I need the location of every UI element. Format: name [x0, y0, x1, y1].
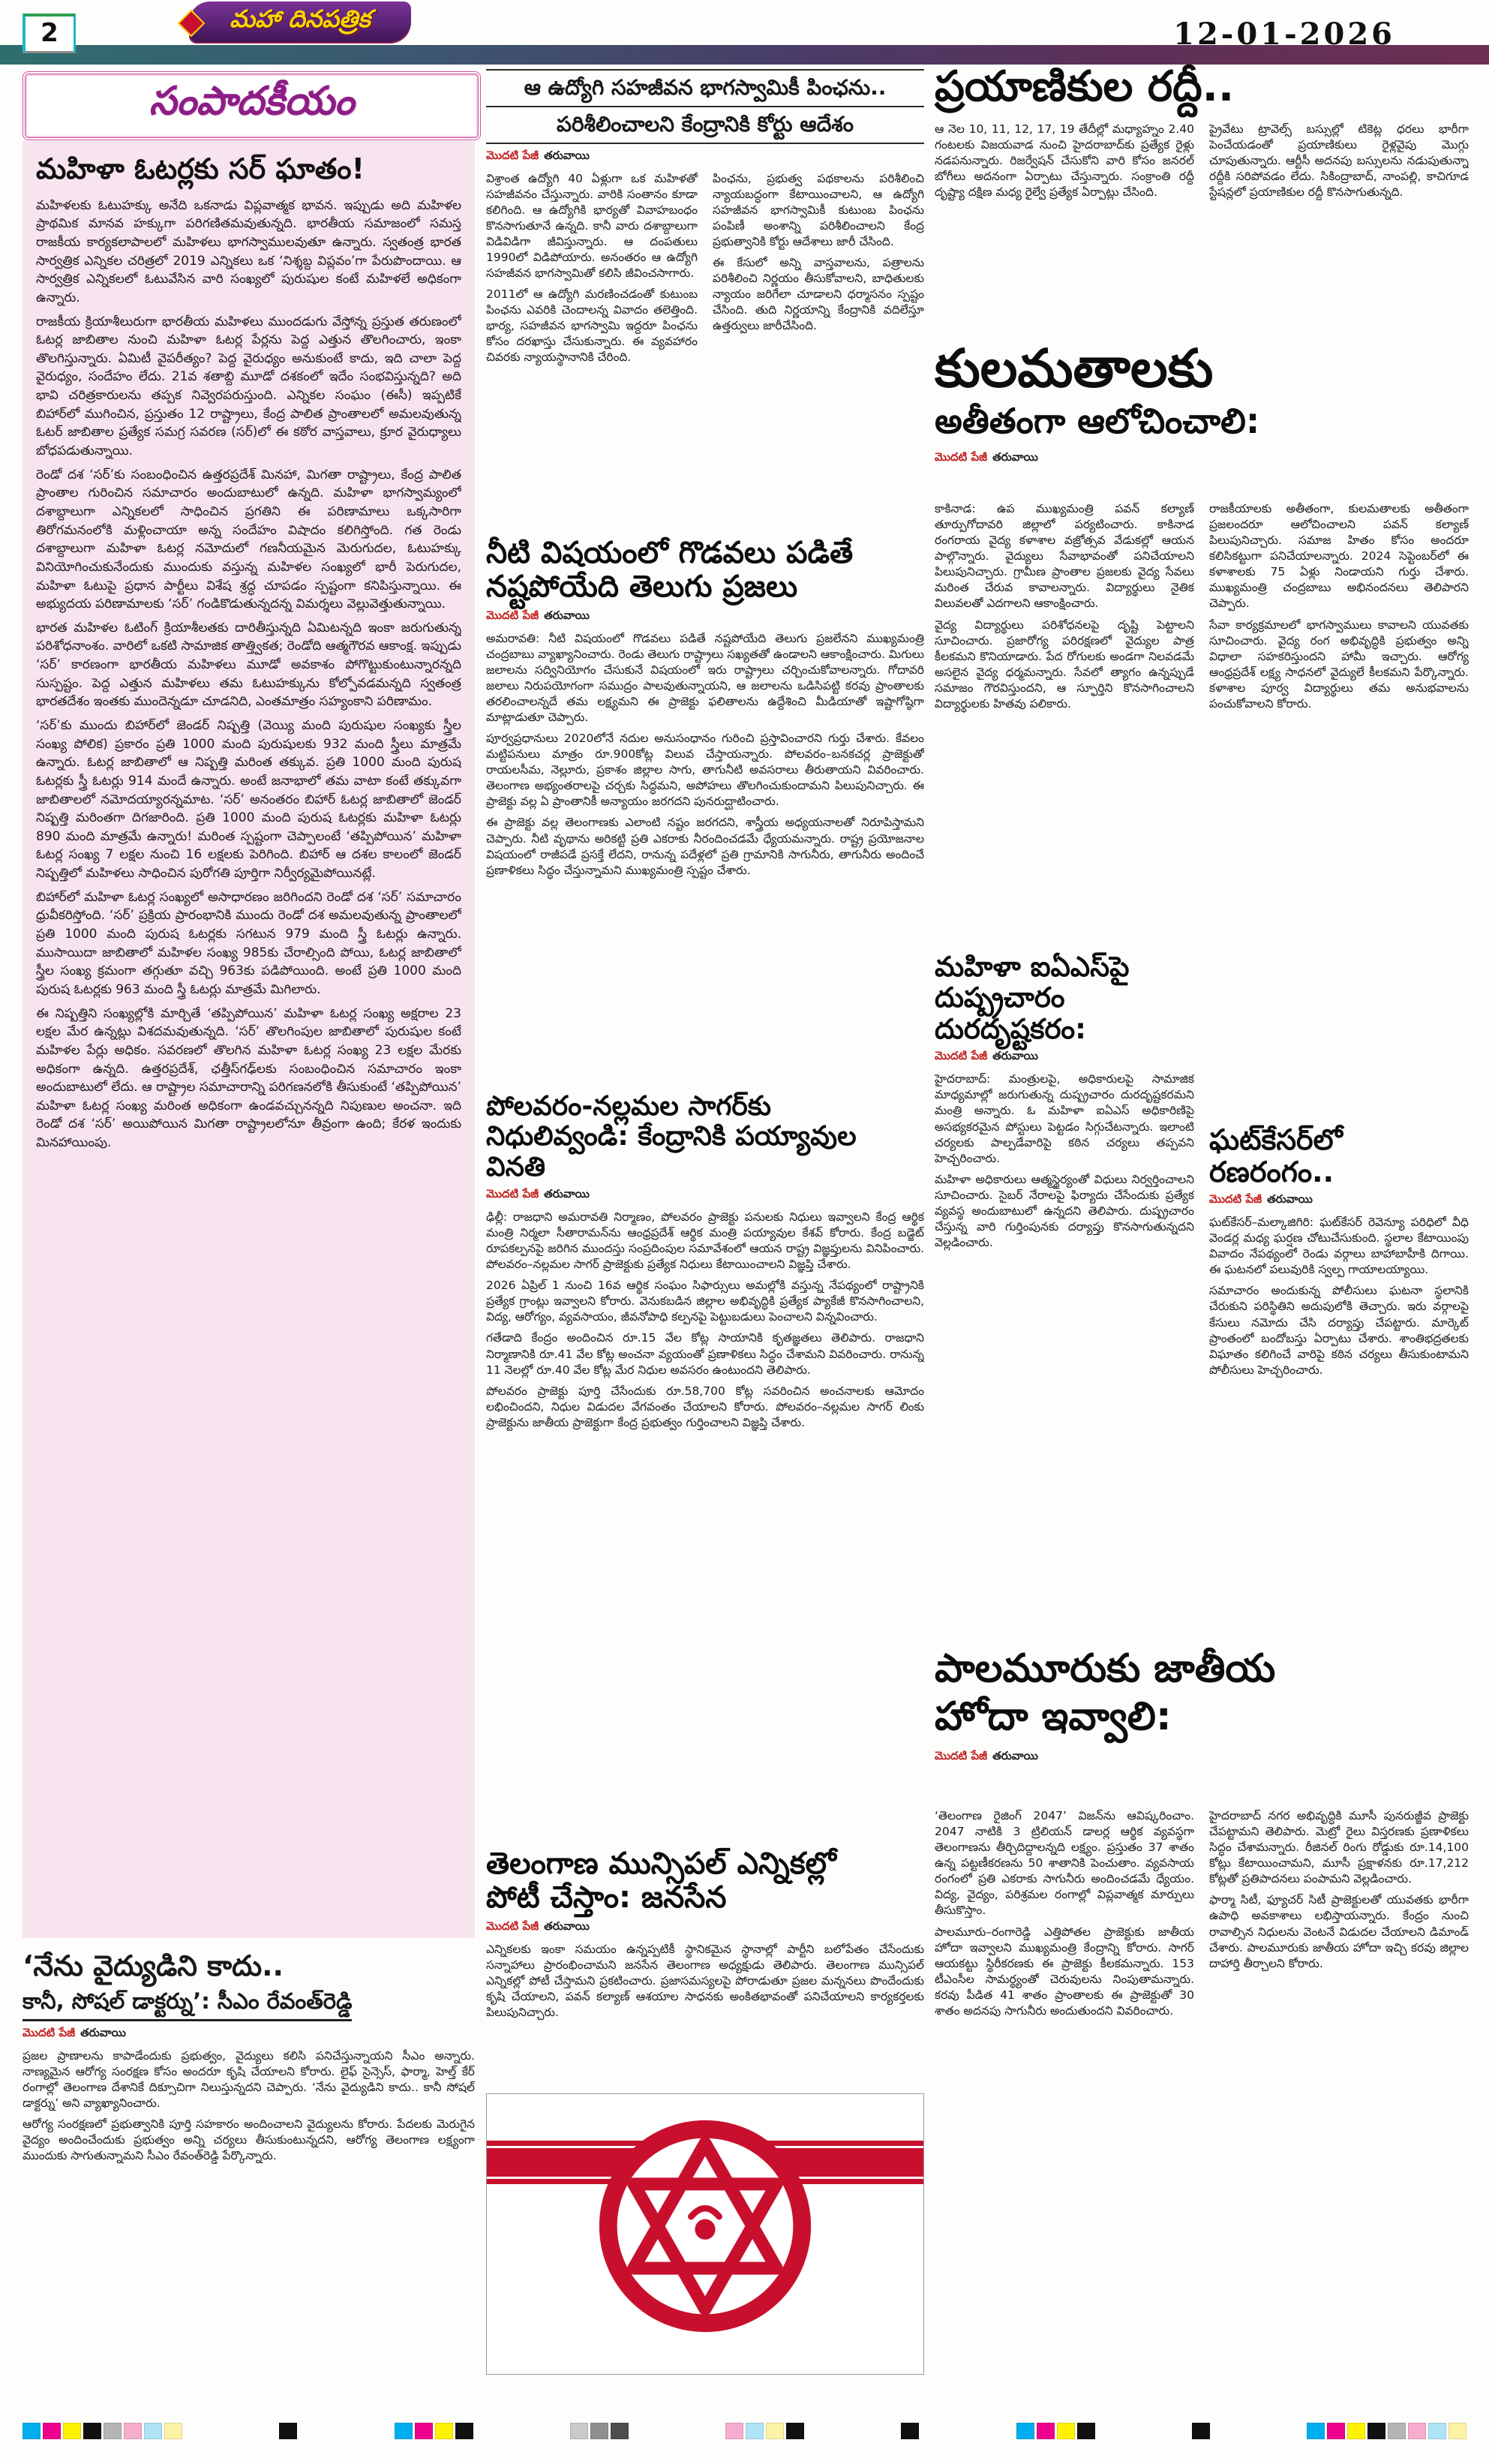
byline-source: మొదటి పేజీ [486, 1919, 539, 1933]
color-swatch [1057, 2423, 1075, 2439]
color-swatch [611, 2423, 629, 2439]
cm-headline-line2: కానీ, సోషల్ డాక్టర్ను’: సీఎం రేవంత్‌రెడ్డి [23, 1988, 352, 2021]
paragraph: వైద్య విద్యార్థులు పరిశోధనలపై దృష్టి పెట్టాలని సూచించారు. ప్రజారోగ్య పరిరక్షణలో వైద్యుల పాత్ర కీలకమని కొనియాడారు. పేద రోగులకు అండగా నిలవడమే అసలైన వైద్య ధర్మమన్నారు. సేవలో త్యాగం ఉన్నప్పుడే సమాజం గౌరవిస్తుందని, ఆ స్ఫూర్తిని కొనసాగించాలని విద్యార్థులకు హితవు పలికారు. [935, 618, 1194, 711]
pension-article [486, 69, 924, 509]
color-swatch [1388, 2423, 1406, 2439]
byline [486, 149, 924, 165]
funds-body [486, 1209, 924, 1832]
ias-article [935, 951, 1194, 1612]
paragraph: ఘట్‌కేసర్–మల్కాజిగిరి: ఘట్‌కేసర్ రెవెన్యూ పరిధిలో వీధి వెండర్ల మధ్య ఘర్షణ చోటుచేసుకుంది. స్థలాల కేటాయింపు వివాదం నేపథ్యంలో రెండు వర్గాలు బాహాబాహీకి దిగాయి. ఈ ఘటనలో పలువురికి స్వల్ప గాయాలయ్యాయి. [1209, 1215, 1469, 1277]
palamuru-body-col2 [1209, 1808, 1469, 2378]
janasena-headline-line2: పోటీ చేస్తాం: జనసేన [486, 1880, 727, 1915]
byline-continued: తరువాయి [544, 1919, 590, 1933]
caste-body-col2 [1209, 501, 1469, 1113]
paragraph: ప్రజల ప్రాణాలను కాపాడేందుకు ప్రభుత్వం, వైద్యులు కలిసి పనిచేస్తున్నాయని సీఎం అన్నారు. నాణ్యమైన ఆరోగ్య సంరక్షణ కోసం అందరూ కృషి చేయాలని కోరారు. లైఫ్ సైన్సెస్, ఫార్మా, హెల్త్ కేర్ రంగాల్లో తెలంగాణ దేశానికే దిక్సూచిగా నిలుస్తున్నదని చెప్పారు. ‘నేను వైద్యుడిని కాదు.. కానీ సోషల్ డాక్టర్ను’ అని వ్యాఖ్యానించారు. [23, 2048, 475, 2110]
byline [1209, 1192, 1469, 1209]
color-swatch [1367, 2423, 1385, 2439]
paragraph: ఈ ప్రాజెక్టు వల్ల తెలంగాణకు ఎలాంటి నష్టం జరగదని, శాస్త్రీయ అధ్యయనాలతో నిరూపిస్తామని చెప్పారు. నీటి వృథాను అరికట్టి ప్రతి ఎకరాకు నీరందించడమే ధ్యేయమన్నారు. రాష్ట్ర ప్రయోజనాల విషయంలో రాజీపడే ప్రసక్తే లేదని, రానున్న పదేళ్లలో ప్రతి గ్రామానికి సాగునీరు, తాగునీరు అందించే ప్రణాళికలు సిద్ధం చేస్తున్నామని ముఖ్యమంత్రి స్పష్టం చేశారు. [486, 816, 924, 877]
registration-mark-group [395, 2423, 473, 2439]
editorial-headline: మహిళా ఓటర్లకు సర్ ఘాతం! [36, 152, 365, 185]
color-swatch [766, 2423, 784, 2439]
registration-mark-group [570, 2423, 629, 2439]
color-swatch [901, 2423, 919, 2439]
ghatkesar-body [1209, 1215, 1469, 1635]
byline-source: మొదటి పేజీ [1209, 1192, 1262, 1206]
byline-source: మొదటి పేజీ [486, 608, 539, 622]
color-swatch [435, 2423, 453, 2439]
color-swatch [395, 2423, 413, 2439]
color-swatch [1448, 2423, 1466, 2439]
color-swatch [1077, 2423, 1095, 2439]
pension-body-col2 [713, 171, 924, 509]
ias-headline-line2: దుష్ప్రచారం దురదృష్టకరం: [935, 981, 1086, 1045]
janasena-article [486, 1847, 924, 2054]
paragraph: ఆరోగ్య సంరక్షణలో ప్రభుత్వానికి పూర్తి సహకారం అందించాలని వైద్యులను కోరారు. పేదలకు మెరుగైన వైద్యం అందించేందుకు ప్రభుత్వం అన్ని చర్యలు తీసుకుంటున్నదని, ఆరోగ్య తెలంగాణ లక్ష్యంగా ముందుకు సాగుతున్నామని సీఎం రేవంత్‌రెడ్డి పేర్కొన్నారు. [23, 2117, 475, 2163]
janasena-body [486, 1942, 924, 2054]
color-swatch [104, 2423, 122, 2439]
color-swatch [1192, 2423, 1210, 2439]
byline-continued: తరువాయి [544, 608, 590, 622]
registration-mark-group [23, 2423, 182, 2439]
paragraph: పాలమూరు–రంగారెడ్డి ఎత్తిపోతల ప్రాజెక్టుకు జాతీయ హోదా ఇవ్వాలని ముఖ్యమంత్రి కేంద్రాన్ని కోరారు. సాగర్ ఆయకట్టు స్థిరీకరణకు ఈ ప్రాజెక్టు కీలకమన్నారు. 153 టీఎంసీల సామర్థ్యంతో చెరువులను నింపుతామన్నారు. కరవు పీడిత 41 శాతం ప్రాంతాలకు ఈ ప్రాజెక్టుతో 30 శాతం అదనపు సాగునీరు అందుతుందని వివరించారు. [935, 1925, 1194, 2018]
paragraph: రాజకీయాలకు అతీతంగా, కులమతాలకు అతీతంగా ప్రజలందరూ ఆలోచించాలని పవన్ కల్యాణ్ పిలుపునిచ్చారు. సమాజ హితం కోసం అందరూ కలిసికట్టుగా పనిచేయాలన్నారు. 2024 సెప్టెంబర్‌లో ఈ కళాశాలకు 75 ఏళ్లు నిండాయని గుర్తు చేశారు. ముఖ్యమంత్రి చంద్రబాబు అభినందనలు తెలిపారని చెప్పారు. [1209, 502, 1469, 611]
byline [23, 2026, 475, 2042]
paragraph: బిహార్‌లో మహిళా ఓటర్ల సంఖ్యలో అసాధారణం జరిగిందని రెండో దశ ‘సర్’ సమాచారం ధ్రువీకరిస్తోంది. ‘సర్’ ప్రక్రియ ప్రారంభానికి ముందు రెండో దశ అమలవుతున్న ప్రాంతాలలో ప్రతి 1000 మంది పురుష ఓటర్లకు సగటున 979 మంది స్త్రీ ఓటర్లు ఉన్నారు. ముసాయిదా జాబితాలో మహిళల సంఖ్య 985కు చేరాల్సింది పోయి, ఓటర్ల జాబితాలో స్త్రీల సంఖ్య క్రమంగా తగ్గుతూ వచ్చి 963కు పడిపోయింది. అంటే ప్రతి 1000 మంది పురుష ఓటర్లకు 963 మంది స్త్రీ ఓటర్లు మాత్రమే మిగిలారు. [36, 889, 461, 997]
byline [486, 1919, 924, 1936]
water-headline-line1: నీటి విషయంలో గొడవలు పడితే [486, 536, 854, 570]
paragraph: ఈ నిష్పత్తిని సంఖ్యల్లోకి మార్చితే ‘తప్పిపోయిన’ మహిళా ఓటర్ల సంఖ్య అక్షరాల 23 లక్షల మేర ఉన్నట్లు విశదమవుతున్నది. ‘సర్’ తొలగింపుల జాబితాలో పురుషుల కంటే మహిళల పేర్లు అధికం. సవరణలో తొలగిన మహిళా ఓటర్ల సంఖ్య 23 లక్షల మేరకు అధికంగా ఉన్నది. ఉత్తరప్రదేశ్, ఛత్తీస్‌గఢ్‌లకు సంబంధించిన సమాచారం ఇంకా అందుబాటులో లేదు. ఆ రాష్ట్రాల సమాచారాన్ని పరిగణనలోకి తీసుకుంటే ‘తప్పిపోయిన’ మహిళా ఓటర్ల సంఖ్య మరింత అధికంగా ఉండవచ్చునన్నది నిపుణుల అంచనా. ఇది రెండో దశ ‘సర్’ అయిపోయిన మిగతా రాష్ట్రాలలోనూ తీవ్రంగా ఉంది; కేరళ ఇందుకు మినహాయింపు. [36, 1005, 461, 1151]
byline-source: మొదటి పేజీ [23, 2025, 76, 2039]
color-swatch [590, 2423, 608, 2439]
byline-source: మొదటి పేజీ [486, 1186, 539, 1200]
editorial-section-title: సంపాదకీయం [149, 78, 355, 124]
paragraph: పూర్వప్రధానులు 2020లోనే నదుల అనుసంధానం గురించి ప్రస్తావించారని గుర్తు చేశారు. కేవలం మట్టిపనులు మాత్రం రూ.900కోట్ల విలువ చేస్తాయన్నారు. పోలవరం–బనకచర్ల ప్రాజెక్టుతో రాయలసీమ, నెల్లూరు, ప్రకాశం జిల్లాల సాగు, తాగునీటి అవసరాలు తీరుతాయని వివరించారు. తెలంగాణ అభ్యంతరాలపై చర్చకు సిద్ధమని, అపోహలు తొలగించుకుందామని పిలుపునిచ్చారు. ఈ ప్రాజెక్టు వల్ల ఏ ప్రాంతానికీ అన్యాయం జరగదని పునరుద్ఘాటించారు. [486, 732, 924, 809]
cm-article [23, 1951, 475, 2341]
masthead-logo [189, 2, 411, 42]
color-swatch [786, 2423, 804, 2439]
cm-body [23, 2048, 475, 2341]
byline-source: మొదటి పేజీ [486, 148, 539, 162]
paragraph: హైదరాబాద్: మంత్రులపై, అధికారులపై సామాజిక మాధ్యమాల్లో జరుగుతున్న దుష్ప్రచారం దురదృష్టకరమని మంత్రి అన్నారు. ఓ మహిళా ఐఏఎస్ అధికారిణిపై అసభ్యకరమైన పోస్టులు పెట్టడం సిగ్గుచేటన్నారు. ఇలాంటి చర్యలకు పాల్పడేవారిపై కఠిన చర్యలు తప్పవని హెచ్చరించారు. [935, 1072, 1194, 1165]
byline-source: మొదటి పేజీ [935, 449, 988, 464]
pension-headline-line1: ఆ ఉద్యోగి సహజీవన భాగస్వామికీ పింఛను.. [486, 69, 924, 107]
byline [935, 1049, 1194, 1065]
paragraph: పింఛను, ప్రభుత్వ పథకాలను పరిశీలించి న్యాయబద్ధంగా కేటాయించాలని, ఆ ఉద్యోగి సహజీవన భాగస్వామికీ కుటుంబ పింఛను పంపిణీ అంశాన్ని పరిశీలించాలని కేంద్ర ప్రభుత్వానికి కోర్టు ఆదేశాలు జారీ చేసింది. [713, 171, 924, 248]
caste-article-header [935, 339, 1469, 473]
water-body [486, 631, 924, 1051]
paragraph: ప్రైవేటు ట్రావెల్స్ బస్సుల్లో టికెట్ల ధరలు భారీగా పెంచేయడంతో ప్రయాణికులు రైళ్లవైపు మొగ్గు చూపుతున్నారు. ఆర్టీసీ అదనపు బస్సులను నడుపుతున్నా రద్దీకి సరిపోవడం లేదు. సికింద్రాబాద్, నాంపల్లి, కాచిగూడ స్టేషన్లలో ప్రయాణికుల రద్దీ కొనసాగుతున్నది. [1209, 122, 1469, 200]
color-swatch [415, 2423, 433, 2439]
byline [486, 608, 924, 625]
rush-body-col1 [935, 122, 1194, 309]
color-swatch [1428, 2423, 1446, 2439]
janasena-headline-line1: తెలంగాణ మున్సిపల్ ఎన్నికల్లో [486, 1846, 836, 1881]
color-swatch [1408, 2423, 1426, 2439]
byline-source: మొదటి పేజీ [935, 1049, 988, 1063]
ias-body [935, 1071, 1194, 1612]
paragraph: సేవా కార్యక్రమాలలో భాగస్వాములు కావాలని యువతకు సూచించారు. వైద్య రంగ అభివృద్ధికి ప్రభుత్వం అన్ని విధాలా సహకరిస్తుందని హామీ ఇచ్చారు. ఆరోగ్య ఆంధ్రప్రదేశ్ లక్ష్య సాధనలో వైద్యులే కీలకమని పేర్కొన్నారు. కళాశాల పూర్వ విద్యార్థులు తమ అనుభవాలను పంచుకోవాలని కోరారు. [1209, 618, 1469, 711]
paragraph: ఫార్మా సిటీ, ఫ్యూచర్ సిటీ ప్రాజెక్టులతో యువతకు భారీగా ఉపాధి అవకాశాలు లభిస్తాయన్నారు. కేంద్రం నుంచి రావాల్సిన నిధులను వెంటనే విడుదల చేయాలని డిమాండ్ చేశారు. పాలమూరుకు జాతీయ హోదా ఇచ్చి కరవు జిల్లాల దాహార్తి తీర్చాలని కోరారు. [1209, 1893, 1469, 1970]
byline [935, 1749, 1469, 1765]
registration-marks [23, 2422, 1466, 2440]
palamuru-body-col1 [935, 1808, 1194, 2378]
color-swatch [1037, 2423, 1055, 2439]
paragraph: భారత మహిళల ఓటింగ్ క్రియాశీలతకు దారితీస్తున్నది ఏమిటన్నది ఇంకా జరుగుతున్న పరిశోధనాంశం. వారిలో ఒకటి సామాజిక తాత్త్వికత; రెండోది ఆత్మగౌరవ ఆకాంక్ష. ఇప్పుడు ‘సర్’ కారణంగా భారతీయ మహిళలు మూడో అవకాశం పోగొట్టుకుంటున్నారన్నది సుస్పష్టం. పెద్ద ఎత్తున మహిళలు తమ ఓటుహక్కును కోల్పోవడమన్నది స్వతంత్ర భారతదేశం ఇంతకు ముందెన్నడూ చూడనిది, ఎంతమాత్రం సహ్యంకాని పరిణామం. [36, 620, 461, 710]
ias-headline-line1: మహిళా ఐఏఎస్‌పై [935, 951, 1130, 983]
byline-continued: తరువాయి [544, 1186, 590, 1200]
ghatkesar-article [1209, 1124, 1469, 1635]
paragraph: 2026 ఏప్రిల్ 1 నుంచి 16వ ఆర్థిక సంఘం సిఫార్సులు అమల్లోకి వస్తున్న నేపథ్యంలో రాష్ట్రానికి ప్రత్యేక గ్రాంట్లు ఇవ్వాలని కోరారు. వెనుకబడిన జిల్లాల అభివృద్ధికి ప్రత్యేక ప్యాకేజీ కొనసాగించాలని, విద్య, ఆరోగ్యం, వ్యవసాయం, జీవనోపాధి కల్పనపై పెట్టుబడులు పెంచాలని విన్నవించారు. [486, 1279, 924, 1324]
paragraph: పోలవరం ప్రాజెక్టు పూర్తి చేసేందుకు రూ.58,700 కోట్ల సవరించిన అంచనాలకు ఆమోదం లభించిందని, నిధుల విడుదల వేగవంతం చేయాలని కోరారు. పోలవరం–నల్లమల సాగర్ లింకు ప్రాజెక్టును జాతీయ ప్రాజెక్టుగా కేంద్ర ప్రభుత్వం గుర్తించాలని విజ్ఞప్తి చేశారు. [486, 1384, 924, 1429]
paragraph: రెండో దశ ‘సర్’కు సంబంధించిన ఉత్తరప్రదేశ్ మినహా, మిగతా రాష్ట్రాలు, కేంద్ర పాలిత ప్రాంతాల గురించిన సమాచారం అందుబాటులో ఉన్నది. మహిళా భాగస్వామ్యంలో దశాబ్దాలుగా ఎన్నికలలో సాధించిన ప్రగతిని ఈ పరిణామాలు ఒక్కసారిగా తిరోగమనంలోకి మళ్లించాయా అన్న సందేహం విషాదం కలిగిస్తోంది. గత రెండు దశాబ్దాలుగా మహిళా ఓటర్ల నమోదులో గణనీయమైన మెరుగుదల, ఓటుహక్కు వినియోగించుకునేందుకు ముందుకు వస్తున్న మహిళల సంఖ్యలో భారీ పెరుగుదల, మహిళా ఓటుపై ప్రధాన పార్టీలు విశేష శ్రద్ధ చూపడం స్పష్టంగా కనిపిస్తున్నాయి. ఈ అభ్యుదయ పరిణామాలకు ‘సర్’ గండికొడుతున్నదన్న విమర్శలు వెల్లువెత్తుతున్నాయి. [36, 467, 461, 612]
byline-continued: తరువాయి [992, 449, 1038, 464]
color-swatch [83, 2423, 101, 2439]
byline-continued: తరువాయి [992, 1749, 1038, 1763]
color-swatch [455, 2423, 473, 2439]
color-swatch [725, 2423, 743, 2439]
registration-mark-group [1307, 2423, 1466, 2439]
color-swatch [43, 2423, 61, 2439]
paragraph: ‘తెలంగాణ రైజింగ్ 2047’ విజన్‌ను ఆవిష్కరించాం. 2047 నాటికి 3 ట్రిలియన్ డాలర్ల ఆర్థిక వ్యవస్థగా తెలంగాణను తీర్చిదిద్దాలన్నది లక్ష్యం. ప్రస్తుతం 37 శాతం ఉన్న పట్టణీకరణను 50 శాతానికి పెంచుతాం. వ్యవసాయ రంగంలో ప్రతి ఎకరాకు సాగునీరు అందించడమే ధ్యేయం. విద్య, వైద్యం, పరిశ్రమల రంగాల్లో విప్లవాత్మక మార్పులు తీసుకొస్తాం. [935, 1809, 1194, 1918]
edition-date: 12-01-2026 [1173, 17, 1395, 52]
color-swatch [164, 2423, 182, 2439]
masthead-title: మహా దినపత్రిక [230, 5, 371, 33]
byline-continued: తరువాయి [1267, 1192, 1313, 1206]
ghatkesar-headline: ఘట్‌కేసర్‌లో రణరంగం.. [1209, 1123, 1343, 1188]
paragraph: విశ్రాంత ఉద్యోగి 40 ఏళ్లుగా ఒక మహిళతో సహజీవనం చేస్తున్నారు. వారికి సంతానం కూడా కలిగింది. ఆ ఉద్యోగికి భార్యతో వివాహబంధం కొనసాగుతూనే ఉన్నది. కానీ వారు దశాబ్దాలుగా విడివిడిగా జీవిస్తున్నారు. ఆ దంపతులు 1990లో విడిపోయారు. అనంతరం ఆ ఉద్యోగి సహజీవన భాగస్వామితో కలిసి జీవించసాగారు. [486, 171, 698, 281]
funds-headline-line2: నిధులివ్వండి: కేంద్రానికి పయ్యావుల వినతి [486, 1121, 857, 1182]
palamuru-headline-line1: పాలమూరుకు జాతీయ [935, 1646, 1276, 1691]
caste-headline-line1: కులమతాలకు [935, 338, 1214, 399]
rush-article [935, 64, 1469, 309]
paragraph: ఢిల్లీ: రాజధాని అమరావతి నిర్మాణం, పోలవరం ప్రాజెక్టు పనులకు నిధులు ఇవ్వాలని కేంద్ర ఆర్థిక మంత్రి నిర్మలా సీతారామన్‌ను ఆంధ్రప్రదేశ్ ఆర్థిక మంత్రి పయ్యావుల కేశవ్ కోరారు. కేంద్ర బడ్జెట్ రూపకల్పనపై జరిగిన ముందస్తు సంప్రదింపుల సమావేశంలో ఆయన రాష్ట్ర విజ్ఞప్తులను వినిపించారు. పోలవరం–నల్లమల సాగర్ ప్రాజెక్టుకు ప్రత్యేక నిధులు కేటాయించాలని విజ్ఞప్తి చేశారు. [486, 1209, 924, 1272]
color-swatch [23, 2423, 41, 2439]
paragraph: సమాచారం అందుకున్న పోలీసులు ఘటనా స్థలానికి చేరుకుని పరిస్థితిని అదుపులోకి తెచ్చారు. ఇరు వర్గాలపై కేసులు నమోదు చేసి దర్యాప్తు చేపట్టారు. మార్కెట్ ప్రాంతంలో బందోబస్తు ఏర్పాటు చేశారు. శాంతిభద్రతలకు విఘాతం కలిగించే వారిపై కఠిన చర్యలు తీసుకుంటామని పోలీసులు హెచ్చరించారు. [1209, 1284, 1469, 1377]
janasena-star-icon [578, 2099, 833, 2354]
color-swatch [124, 2423, 142, 2439]
byline-continued: తరువాయి [992, 1049, 1038, 1063]
color-swatch [746, 2423, 764, 2439]
paragraph: గతేడాది కేంద్రం అందించిన రూ.15 వేల కోట్ల సాయానికి కృతజ్ఞతలు తెలిపారు. రాజధాని నిర్మాణానికి రూ.41 వేల కోట్ల అంచనా వ్యయంతో ప్రణాళికలు సిద్ధం చేశామని వివరించారు. రానున్న 11 నెలల్లో రూ.40 వేల కోట్ల మేర నిధుల అవసరం ఉంటుందని తెలిపారు. [486, 1331, 924, 1377]
registration-mark-group [1192, 2423, 1210, 2439]
color-swatch [63, 2423, 81, 2439]
byline-continued: తరువాయి [544, 148, 590, 162]
pension-body-col1 [486, 171, 698, 509]
color-swatch [1016, 2423, 1034, 2439]
funds-article [486, 1092, 924, 1832]
editorial-section-header [23, 71, 481, 140]
masthead-gem-icon [178, 10, 206, 38]
registration-mark-group [901, 2423, 919, 2439]
palamuru-article-header [935, 1647, 1469, 1771]
registration-mark-group [725, 2423, 804, 2439]
color-swatch [570, 2423, 588, 2439]
paragraph: మహిళా అధికారులు ఆత్మస్థైర్యంతో విధులు నిర్వర్తించాలని సూచించారు. సైబర్ నేరాలపై ఫిర్యాదు చేసేందుకు ప్రత్యేక వ్యవస్థ అందుబాటులో ఉన్నదని తెలిపారు. దుష్ప్రచారం చేస్తున్న వారి గుర్తింపునకు దర్యాప్తు కొనసాగుతున్నదని వెల్లడించారు. [935, 1172, 1194, 1250]
paragraph: 2011లో ఆ ఉద్యోగి మరణించడంతో కుటుంబ పింఛను ఎవరికి చెందాలన్న వివాదం తలెత్తింది. భార్య, సహజీవన భాగస్వామి ఇద్దరూ పింఛను కోసం దరఖాస్తు చేసుకున్నారు. ఈ వ్యవహారం చివరకు న్యాయస్థానానికి చేరింది. [486, 287, 698, 365]
pension-headline-line2: పరిశీలించాలని కేంద్రానికి కోర్టు ఆదేశం [486, 107, 924, 144]
funds-headline-line1: పోలవరం-నల్లమల సాగర్‌కు [486, 1091, 771, 1122]
caste-headline-line2: అతీతంగా ఆలోచించాలి: [935, 401, 1260, 442]
registration-mark-group [1016, 2423, 1095, 2439]
color-swatch [144, 2423, 162, 2439]
paragraph: హైదరాబాద్ నగర అభివృద్ధికి మూసీ పునరుజ్జీవ ప్రాజెక్టు చేపట్టామని తెలిపారు. మెట్రో రైలు విస్తరణకు ప్రణాళికలు సిద్ధం చేశామన్నారు. రీజినల్ రింగు రోడ్డుకు రూ.14,100 కోట్లు కేటాయించామని, మూసీ ప్రక్షాళనకు రూ.17,212 కోట్లతో ప్రతిపాదనలు పంపామని వెల్లడించారు. [1209, 1809, 1469, 1886]
water-headline-line2: నష్టపోయేది తెలుగు ప్రజలు [486, 569, 798, 604]
byline-continued: తరువాయి [80, 2025, 126, 2039]
rush-headline: ప్రయాణికుల రద్దీ.. [935, 62, 1235, 111]
byline [935, 450, 1469, 467]
byline [486, 1187, 924, 1203]
page-number: 2 [23, 14, 76, 53]
byline-source: మొదటి పేజీ [935, 1749, 988, 1763]
paragraph: రాజకీయ క్రియాశీలురుగా భారతీయ మహిళలు ముందడుగు వేస్తోన్న ప్రస్తుత తరుణంలో ఓటర్ల జాబితాల నుంచి మహిళా ఓటర్ల పేర్లను పెద్ద ఎత్తున తొలగించారు, ఇంకా తొలగిస్తున్నారు. ఏమిటీ వైపరీత్యం? పెద్ద వైరుధ్యం అనుకుంటే కాదు, ఇది చాలా పెద్ద వైరుధ్యం, సందేహం లేదు. 21వ శతాబ్ది మూడో దశకంలో ఇదేం సంభవిస్తున్నది? అది భావి చరిత్రకారులను తప్పక నివ్వెరపరుస్తుంది. ఎన్నికల సంఘం (ఈసీ) ఇప్పటికే బిహార్‌లో ముగించిన, ప్రస్తుతం 12 రాష్ట్రాలు, కేంద్ర పాలిత ప్రాంతాలలో అమలవుతున్న ఓటర్ జాబితాల ప్రత్యేక సమగ్ర సవరణ (సర్)లో ఈ కఠోర వాస్తవాలు, క్రూర వైరుధ్యాలు బోధపడుతున్నాయి. [36, 314, 461, 459]
paragraph: ఈ కేసులో అన్ని వాస్తవాలను, పత్రాలను పరిశీలించి నిర్ణయం తీసుకోవాలని, బాధితులకు న్యాయం జరిగేలా చూడాలని ధర్మాసనం స్పష్టం చేసింది. తుది నిర్ణయాన్ని కేంద్రానికి వదిలేస్తూ ఉత్తర్వులు జారీచేసింది. [713, 255, 924, 333]
cm-headline-line1: ‘నేను వైద్యుడిని కాదు.. [23, 1949, 284, 1982]
editorial-article [23, 141, 475, 1938]
janasena-logo-box [486, 2093, 924, 2375]
palamuru-headline-line2: హోదా ఇవ్వాలి: [935, 1694, 1172, 1740]
paragraph: ఎన్నికలకు ఇంకా సమయం ఉన్నప్పటికీ స్థానికమైన స్థానాల్లో పార్టీని బలోపేతం చేసేందుకు సన్నాహాలు ప్రారంభించామని జనసేన తెలంగాణ అధ్యక్షుడు తెలిపారు. తెలంగాణ మున్సిపల్ ఎన్నికల్లో పోటీ చేస్తామని ప్రకటించారు. ప్రజాసమస్యలపై పోరాడుతూ ప్రజల మన్ననలు పొందేందుకు కృషి చేయాలని, పవన్ కల్యాణ్ ఆశయాల సాధనకు అంకితభావంతో పనిచేయాలని కార్యకర్తలకు పిలుపునిచ్చారు. [486, 1942, 924, 2019]
paragraph: ‘సర్’కు ముందు బిహార్‌లో జెండర్ నిష్పత్తి (వెయ్యి మంది పురుషుల సంఖ్యకు స్త్రీల సంఖ్య పోలిక) ప్రకారం ప్రతి 1000 మంది పురుషులకు 932 మంది స్త్రీలు మాత్రమే ఉన్నారు. ఓటర్ల జాబితాలో ఆ నిష్పత్తి మరింత తక్కువ. ప్రతి 1000 మంది పురుష ఓటర్లకు స్త్రీ ఓటర్లు 914 మందే ఉన్నారు. అంటే జనాభాలో తమ వాటా కంటే తక్కువగా జాబితాలలో నమోదయ్యారన్నమాట. ‘సర్’ అనంతరం బిహార్ ఓటర్ల జాబితాలో జెండర్ నిష్పత్తి మరింతగా దిగజారింది. ప్రతి 1000 మంది పురుష ఓటర్లకు మహిళా ఓటర్లు 890 మంది మాత్రమే ఉన్నారు! మరింత స్పష్టంగా చెప్పాలంటే ‘తప్పిపోయిన’ మహిళా ఓటర్ల సంఖ్య 7 లక్షల నుంచి 16 లక్షలకు పెరిగింది. బిహార్ ఆ దశల కాలంలో జెండర్ నిష్పత్తిలో మహిళలు సాధించిన పురోగతి పూర్తిగా నిర్వీర్యమైపోయినట్లే. [36, 717, 461, 882]
color-swatch [1347, 2423, 1365, 2439]
rush-body [935, 122, 1469, 309]
rush-body-col2 [1209, 122, 1469, 309]
paragraph: అమరావతి: నీటి విషయంలో గొడవలు పడితే నష్టపోయేది తెలుగు ప్రజలేనని ముఖ్యమంత్రి చంద్రబాబు వ్యాఖ్యానించారు. రెండు తెలుగు రాష్ట్రాలు సఖ్యతతో ఉండాలని ఆకాంక్షించారు. మిగులు జలాలను సద్వినియోగం చేసుకునే విషయంలో ఇరు రాష్ట్రాలు చర్చించుకోవాలన్నారు. గోదావరి జలాలు నిరుపయోగంగా సముద్రం పాలవుతున్నాయని, ఆ జలాలను ఒడిసిపట్టి కరవు ప్రాంతాలకు తరలించాలన్నదే తమ లక్ష్యమని ఈ ప్రాజెక్టు ఫలితాలను ఉద్దేశించి మీడియాతో ఇష్టాగోష్ఠిగా మాట్లాడుతూ చెప్పారు. [486, 631, 924, 724]
paragraph: ఆ నెల 10, 11, 12, 17, 19 తేదీల్లో మధ్యాహ్నం 2.40 గంటలకు విజయవాడ నుంచి హైదరాబాద్‌కు ప్రత్యేక రైళ్లు నడపనున్నారు. రిజర్వేషన్ చేసుకోని వారి కోసం జనరల్ బోగీలు అదనంగా ఏర్పాటు చేస్తున్నారు. సంక్రాంతి రద్దీ దృష్ట్యా దక్షిణ మధ్య రైల్వే ప్రత్యేక ఏర్పాట్లు చేసింది. [935, 122, 1194, 200]
pension-body [486, 171, 924, 509]
color-swatch [1307, 2423, 1325, 2439]
paragraph: మహిళలకు ఓటుహక్కు అనేది ఒకనాడు విప్లవాత్మక భావన. ఇప్పుడు అది మహిళల ప్రాథమిక మానవ హక్కుగా పరిగణితమవుతున్నది. భారతీయ సమాజంలో సమస్త రాజకీయ కార్యకలాపాలలో మహిళలు భాగస్వాములవుతూ ఉన్నారు. స్వతంత్ర భారత సార్వత్రిక ఎన్నికల చరిత్రలో 2019 ఎన్నికలు ఒక ‘నిశ్శబ్ద విప్లవం’గా పేరుపొందాయి. ఆ సార్వత్రిక ఎన్నికలలో ఓటువేసిన వారి సంఖ్యలో పురుషుల కంటే మహిళలే అధికంగా ఉన్నారు. [36, 197, 461, 305]
paragraph: కాకినాడ: ఉప ముఖ్యమంత్రి పవన్ కల్యాణ్ తూర్పుగోదావరి జిల్లాలో పర్యటించారు. కాకినాడ రంగరాయ వైద్య కళాశాల వజ్రోత్సవ వేడుకల్లో ఆయన పాల్గొన్నారు. వైద్యులు సేవాభావంతో పనిచేయాలని పిలుపునిచ్చారు. గ్రామీణ ప్రాంతాల ప్రజలకు వైద్య సేవలు మరింత చేరువ కావాలన్నారు. విద్యార్థులు నైతిక విలువలతో ఎదగాలని ఆకాంక్షించారు. [935, 502, 1194, 611]
water-article [486, 536, 924, 1051]
editorial-body [36, 197, 461, 1900]
registration-mark-group [279, 2423, 297, 2439]
color-swatch [279, 2423, 297, 2439]
color-swatch [1327, 2423, 1345, 2439]
caste-body-col1 [935, 501, 1194, 940]
